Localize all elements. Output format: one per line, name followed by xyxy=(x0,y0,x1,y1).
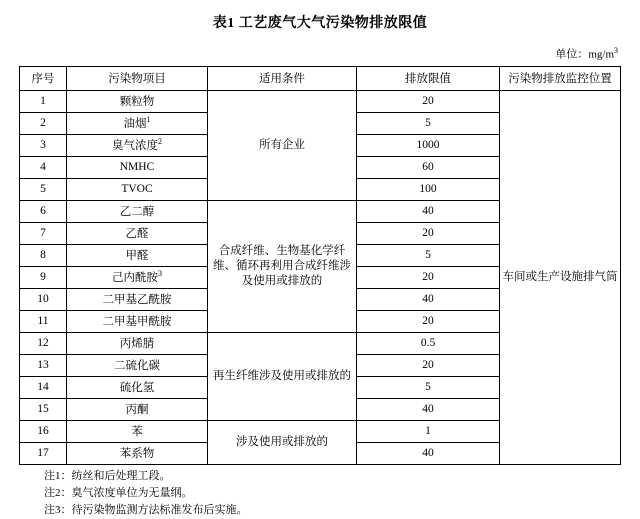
column-header-no: 序号 xyxy=(20,66,67,90)
cell-item: 硫化氢 xyxy=(67,376,208,398)
unit-value: mg/m xyxy=(588,48,614,61)
cell-item xyxy=(67,112,208,134)
cell-no: 15 xyxy=(20,398,67,420)
cell-no: 8 xyxy=(20,244,67,266)
cell-no: 4 xyxy=(20,156,67,178)
cell-no: 14 xyxy=(20,376,67,398)
cell-item: 乙二醇 xyxy=(67,200,208,222)
column-header-limit: 排放限值 xyxy=(357,66,500,90)
cell-no: 1 xyxy=(20,90,67,112)
cell-item: 二甲基甲酰胺 xyxy=(67,310,208,332)
cell-item-text: 臭气浓度 xyxy=(112,140,158,153)
cell-no: 6 xyxy=(20,200,67,222)
table-row xyxy=(20,90,621,112)
cell-item: 丙烯腈 xyxy=(67,332,208,354)
cell-condition-all-enterprises: 所有企业 xyxy=(208,90,357,200)
cell-item-footnote: 2 xyxy=(158,137,162,147)
cell-item-footnote: 3 xyxy=(158,269,162,279)
cell-item: 甲醛 xyxy=(67,244,208,266)
unit-prefix: 单位： xyxy=(555,48,589,61)
cell-limit: 100 xyxy=(357,178,500,200)
cell-item: 苯系物 xyxy=(67,442,208,464)
cell-limit: 1000 xyxy=(357,134,500,156)
cell-no: 9 xyxy=(20,266,67,288)
cell-no: 3 xyxy=(20,134,67,156)
cell-item xyxy=(67,134,208,156)
cell-limit: 20 xyxy=(357,310,500,332)
column-header-position: 污染物排放监控位置 xyxy=(500,66,621,90)
cell-limit: 20 xyxy=(357,354,500,376)
unit-label xyxy=(0,44,618,62)
cell-condition-synthetic-fiber: 合成纤维、生物基化学纤维、循环再利用合成纤维涉及使用或排放的 xyxy=(208,200,357,332)
cell-limit: 60 xyxy=(357,156,500,178)
cell-item: 苯 xyxy=(67,420,208,442)
cell-no: 10 xyxy=(20,288,67,310)
cell-no: 5 xyxy=(20,178,67,200)
cell-item: 乙醛 xyxy=(67,222,208,244)
cell-limit: 20 xyxy=(357,222,500,244)
cell-limit: 40 xyxy=(357,398,500,420)
cell-item: 二硫化碳 xyxy=(67,354,208,376)
cell-no: 11 xyxy=(20,310,67,332)
cell-limit: 5 xyxy=(357,244,500,266)
cell-no: 13 xyxy=(20,354,67,376)
column-header-condition: 适用条件 xyxy=(208,66,357,90)
note-2: 注2：臭气浓度单位为无量纲。 xyxy=(44,486,193,499)
cell-limit: 20 xyxy=(357,266,500,288)
cell-item: 颗粒物 xyxy=(67,90,208,112)
cell-item: 二甲基乙酰胺 xyxy=(67,288,208,310)
cell-limit: 1 xyxy=(357,420,500,442)
cell-no: 7 xyxy=(20,222,67,244)
cell-item-text: 油烟 xyxy=(123,118,147,131)
cell-no: 17 xyxy=(20,442,67,464)
cell-limit: 40 xyxy=(357,200,500,222)
cell-item xyxy=(67,266,208,288)
note-3: 注3：待污染物监测方法标准发布后实施。 xyxy=(44,503,248,516)
cell-monitor-position: 车间或生产设施排气筒 xyxy=(500,90,621,464)
cell-condition-involving-use: 涉及使用或排放的 xyxy=(208,420,357,464)
document-page xyxy=(0,14,640,518)
cell-limit: 0.5 xyxy=(357,332,500,354)
table-notes xyxy=(22,465,618,519)
cell-item-footnote: 1 xyxy=(146,115,151,125)
cell-item: TVOC xyxy=(67,178,208,200)
table-header-row xyxy=(20,66,621,90)
cell-no: 16 xyxy=(20,420,67,442)
cell-limit: 40 xyxy=(357,442,500,464)
cell-condition-regenerated-fiber: 再生纤维涉及使用或排放的 xyxy=(208,332,357,420)
cell-item: NMHC xyxy=(67,156,208,178)
column-header-item: 污染物项目 xyxy=(67,66,208,90)
cell-limit: 20 xyxy=(357,90,500,112)
table-title: 表1 工艺废气大气污染物排放限值 xyxy=(212,16,428,31)
note-1: 注1：纺丝和后处理工段。 xyxy=(44,469,171,482)
cell-limit: 5 xyxy=(357,376,500,398)
unit-superscript: 3 xyxy=(614,46,618,55)
emission-limits-table xyxy=(19,66,621,465)
cell-limit: 5 xyxy=(357,112,500,134)
cell-item: 丙酮 xyxy=(67,398,208,420)
cell-no: 2 xyxy=(20,112,67,134)
cell-limit: 40 xyxy=(357,288,500,310)
cell-no: 12 xyxy=(20,332,67,354)
cell-item-text: 己内酰胺 xyxy=(112,272,158,285)
